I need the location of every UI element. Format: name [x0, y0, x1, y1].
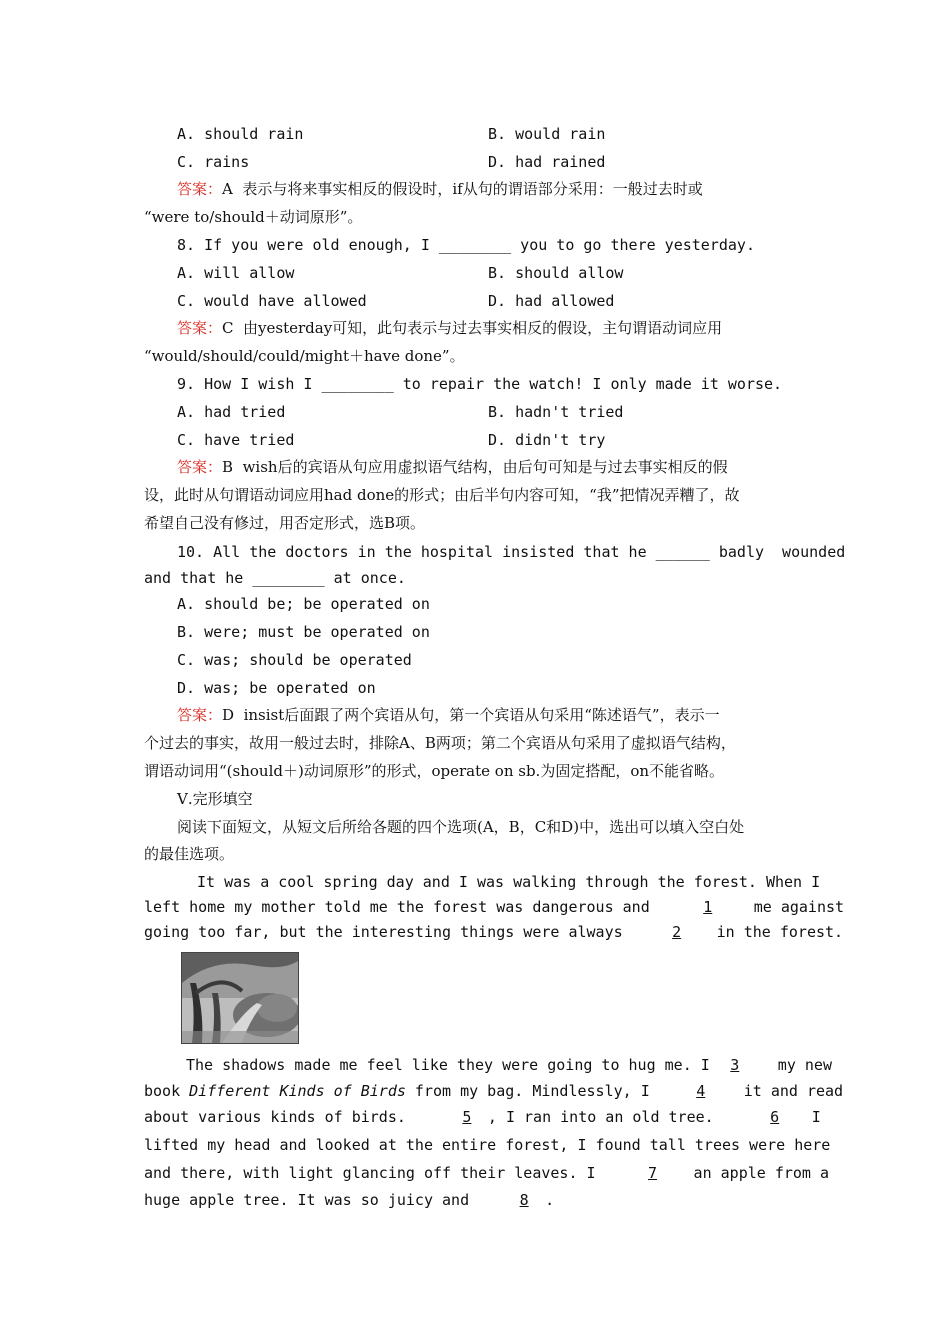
cloze-blank-1: 1	[703, 898, 713, 916]
passage-p2-line-2	[144, 1082, 843, 1100]
passage-text: me against	[753, 898, 845, 916]
passage-text: huge apple tree. It was so juicy and	[144, 1191, 470, 1209]
q9-option-a: A. had tried	[177, 403, 286, 421]
cloze-blank-3: 3	[730, 1056, 740, 1074]
q9-answer-line-2: 设，此时从句谓语动词应用had done的形式；由后半句内容可知，“我”把情况弄糟了，故	[144, 486, 740, 504]
q7-option-b: B. would rain	[488, 125, 606, 143]
passage-text: .	[545, 1191, 555, 1209]
q8-option-a: A. will allow	[177, 264, 295, 282]
q10-answer-line-2: 个过去的事实，故用一般过去时，排除A、B两项；第二个宾语从句采用了虚拟语气结构，	[144, 734, 736, 752]
cloze-blank-8: 8	[519, 1191, 529, 1209]
passage-p2-line-3	[144, 1108, 821, 1126]
passage-text: from my bag. Mindlessly, I	[405, 1082, 650, 1100]
passage-text: I	[811, 1108, 821, 1126]
q9-answer-line-1	[177, 458, 728, 476]
passage-p2-line-1	[186, 1056, 832, 1074]
cloze-blank-4: 4	[696, 1082, 706, 1100]
passage-text: an apple from a	[693, 1164, 830, 1182]
q8-stem: 8. If you were old enough, I ________ you to go there yesterday.	[177, 236, 755, 254]
forest-photo	[181, 952, 299, 1044]
answer-label: 答案：	[177, 706, 223, 724]
answer-text: B wish后的宾语从句应用虚拟语气结构，由后句可知是与过去事实相反的假	[222, 458, 728, 476]
passage-text: The shadows made me feel like they were going to hug me. I	[186, 1056, 710, 1074]
q8-option-d: D. had allowed	[488, 292, 615, 310]
q7-answer-line-2: “were to/should＋动词原形”。	[144, 208, 363, 226]
passage-p2-line-6	[144, 1191, 554, 1209]
passage-p1-line-2	[144, 898, 844, 916]
q8-option-c: C. would have allowed	[177, 292, 367, 310]
answer-text: C 由yesterday可知，此句表示与过去事实相反的假设，主句谓语动词应用	[222, 319, 723, 337]
answer-label: 答案：	[177, 180, 223, 198]
passage-text: about various kinds of birds.	[144, 1108, 406, 1126]
passage-text: it and read	[743, 1082, 844, 1100]
q10-answer-line-1	[177, 706, 720, 724]
q8-option-b: B. should allow	[488, 264, 624, 282]
q10-option-d: D. was; be operated on	[177, 679, 376, 697]
book-title: Different Kinds of Birds	[189, 1082, 406, 1100]
q7-option-d: D. had rained	[488, 153, 606, 171]
answer-text: D insist后面跟了两个宾语从句，第一个宾语从句采用“陈述语气”，表示一	[222, 706, 720, 724]
q7-option-c: C. rains	[177, 153, 250, 171]
q10-stem-line-2: and that he ________ at once.	[144, 569, 406, 587]
cloze-blank-2: 2	[672, 923, 682, 941]
q10-option-c: C. was; should be operated	[177, 651, 412, 669]
answer-text: A 表示与将来事实相反的假设时，if从句的谓语部分采用：一般过去时或	[222, 180, 703, 198]
passage-p1-line-3	[144, 923, 843, 941]
answer-label: 答案：	[177, 458, 223, 476]
passage-p2-line-5	[144, 1164, 829, 1182]
passage-p1-line-1: It was a cool spring day and I was walking through the forest. When I	[197, 873, 821, 891]
q9-answer-line-3: 希望自己没有修过，用否定形式，选B项。	[144, 514, 426, 532]
passage-text: book	[144, 1082, 190, 1100]
passage-text: in the forest.	[716, 923, 844, 941]
cloze-blank-6: 6	[770, 1108, 780, 1126]
passage-text: and there, with light glancing off their leaves. I	[144, 1164, 596, 1182]
q7-option-a: A. should rain	[177, 125, 304, 143]
q10-stem-line-1: 10. All the doctors in the hospital insisted that he ______ badly wounded	[177, 543, 846, 561]
passage-p2-line-4: lifted my head and looked at the entire forest, I found tall trees were here	[144, 1136, 831, 1154]
q9-option-c: C. have tried	[177, 431, 295, 449]
q7-answer-line-1	[177, 180, 703, 198]
section-heading: Ⅴ.完形填空	[177, 790, 253, 808]
passage-text: my new	[777, 1056, 832, 1074]
cloze-blank-5: 5	[462, 1108, 472, 1126]
cloze-blank-7: 7	[648, 1164, 658, 1182]
q8-answer-line-2: “would/should/could/might＋have done”。	[144, 347, 465, 365]
q10-option-b: B. were; must be operated on	[177, 623, 430, 641]
q9-stem: 9. How I wish I ________ to repair the watch! I only made it worse.	[177, 375, 783, 393]
q9-option-d: D. didn't try	[488, 431, 606, 449]
passage-text: going too far, but the interesting things were always	[144, 923, 623, 941]
section-instructions-line-2: 的最佳选项。	[144, 845, 235, 863]
section-instructions-line-1: 阅读下面短文，从短文后所给各题的四个选项(A，B，C和D)中，选出可以填入空白处	[177, 818, 745, 836]
passage-text: , I ran into an old tree.	[487, 1108, 714, 1126]
q10-option-a: A. should be; be operated on	[177, 595, 430, 613]
q9-option-b: B. hadn't tried	[488, 403, 624, 421]
passage-text: left home my mother told me the forest was dangerous and	[144, 898, 650, 916]
q10-answer-line-3: 谓语动词用“(should＋)动词原形”的形式，operate on sb.为固定搭配，on不能省略。	[144, 762, 725, 780]
answer-label: 答案：	[177, 319, 223, 337]
q8-answer-line-1	[177, 319, 722, 337]
